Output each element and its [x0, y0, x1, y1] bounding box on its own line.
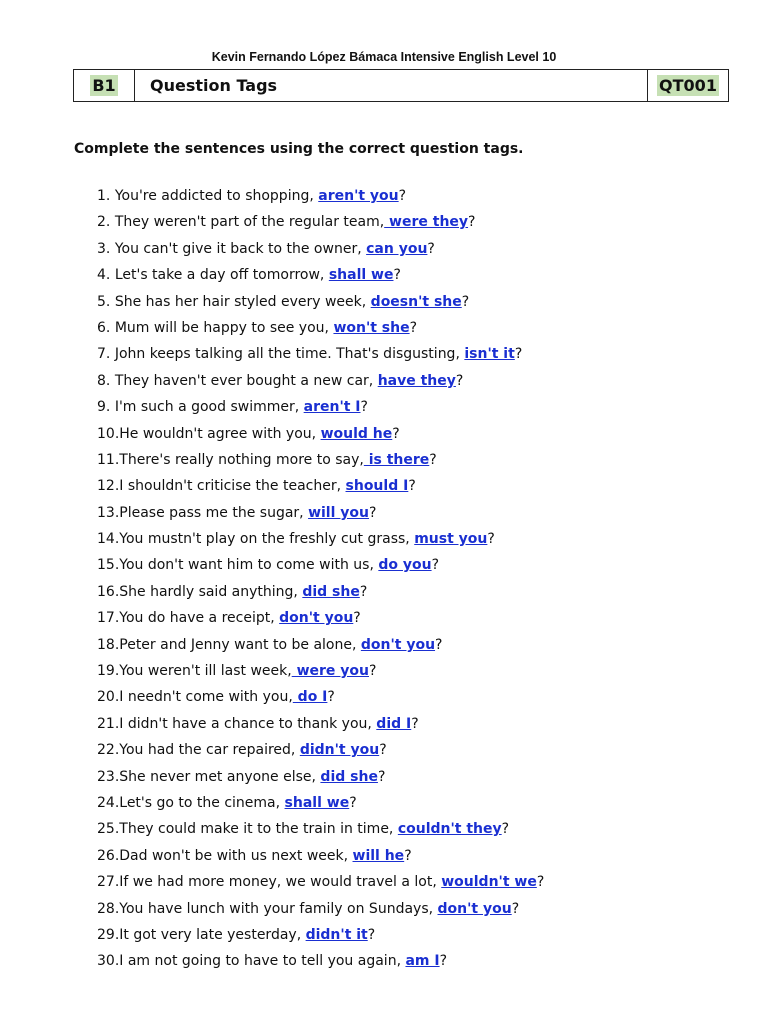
answer-tag: shall we: [284, 794, 350, 811]
question-mark: ?: [427, 240, 435, 257]
question-number: 29.: [97, 926, 120, 943]
question-number: 26.: [97, 847, 120, 864]
question-number: 16.: [97, 583, 120, 600]
answer-tag: do I: [292, 689, 328, 706]
question-number: 23.: [97, 768, 120, 785]
level-badge: B1: [92, 76, 116, 95]
question-list: [97, 185, 737, 977]
question-mark: ?: [431, 557, 440, 574]
question-text: Mum will be happy to see you,: [114, 319, 334, 336]
question-text: It got very late yesterday,: [119, 926, 306, 943]
question-mark: ?: [327, 689, 335, 706]
question-number: 8.: [97, 372, 115, 389]
author-line: Kevin Fernando López Bámaca Intensive English Level 10: [211, 50, 557, 64]
question-text: You have lunch with your family on Sundays,: [119, 900, 438, 917]
answer-tag: will you: [308, 504, 369, 521]
answer-tag: aren't you: [318, 188, 399, 204]
question-number: 13.: [97, 504, 120, 521]
question-text: I shouldn't criticise the teacher,: [119, 478, 346, 495]
question-item: [97, 317, 737, 343]
worksheet-header: [73, 69, 729, 102]
answer-tag: don't you: [437, 900, 512, 917]
question-mark: ?: [461, 293, 470, 310]
answer-tag: did she: [302, 583, 360, 600]
question-mark: ?: [392, 425, 400, 442]
answer-tag: aren't I: [303, 399, 361, 416]
question-item: [97, 634, 737, 660]
answer-tag: will he: [352, 847, 405, 864]
question-number: 25.: [97, 821, 120, 838]
answer-tag: isn't it: [464, 346, 515, 363]
instructions: Complete the sentences using the correct question tags.: [74, 141, 524, 157]
question-number: 9.: [97, 399, 115, 416]
question-item: [97, 686, 737, 712]
question-mark: ?: [360, 399, 368, 416]
question-text: Please pass me the sugar,: [119, 504, 309, 521]
question-mark: ?: [455, 372, 464, 389]
question-number: 4.: [97, 267, 115, 284]
question-mark: ?: [511, 900, 520, 917]
question-text: They haven't ever bought a new car,: [114, 372, 378, 389]
question-number: 22.: [97, 742, 120, 759]
question-mark: ?: [404, 847, 412, 864]
question-text: Let's go to the cinema,: [119, 794, 285, 811]
question-number: 24.: [97, 794, 120, 811]
title-cell: [135, 70, 648, 101]
question-mark: ?: [369, 504, 377, 521]
question-mark: ?: [367, 926, 376, 943]
question-item: [97, 370, 737, 396]
question-number: 7.: [97, 346, 115, 363]
answer-tag: don't you: [279, 610, 354, 627]
question-text: Let's take a day off tomorrow,: [114, 267, 329, 284]
question-mark: ?: [429, 451, 437, 468]
question-mark: ?: [369, 663, 377, 680]
code-cell: [648, 70, 728, 101]
question-mark: ?: [379, 742, 387, 759]
question-mark: ?: [353, 610, 361, 627]
question-item: [97, 238, 737, 264]
question-item: [97, 607, 737, 633]
answer-tag: didn't it: [305, 926, 368, 943]
answer-tag: don't you: [360, 636, 436, 653]
answer-tag: must you: [414, 531, 488, 548]
question-text: You mustn't play on the freshly cut grass,: [119, 531, 415, 548]
question-number: 6.: [97, 319, 115, 336]
question-mark: ?: [514, 346, 523, 363]
question-text: There's really nothing more to say,: [119, 451, 364, 468]
answer-tag: did I: [376, 715, 412, 732]
question-item: [97, 581, 737, 607]
question-number: 1.: [97, 188, 115, 204]
question-text: I'm such a good swimmer,: [114, 399, 304, 416]
question-text: She never met anyone else,: [119, 768, 321, 785]
question-mark: ?: [468, 214, 476, 231]
question-number: 19.: [97, 663, 120, 680]
question-item: [97, 871, 737, 897]
question-item: [97, 396, 737, 422]
question-item: [97, 739, 737, 765]
answer-tag: am I: [405, 953, 440, 970]
question-mark: ?: [435, 636, 443, 653]
question-mark: ?: [398, 188, 407, 204]
question-text: I am not going to have to tell you again,: [119, 953, 406, 970]
question-text: Dad won't be with us next week,: [119, 847, 353, 864]
question-number: 18.: [97, 636, 120, 653]
question-text: You had the car repaired,: [119, 742, 300, 759]
question-item: [97, 792, 737, 818]
question-number: 12.: [97, 478, 120, 495]
level-cell: [74, 70, 135, 101]
answer-tag: do you: [378, 557, 432, 574]
answer-tag: should I: [345, 478, 409, 495]
question-text: You can't give it back to the owner,: [114, 240, 367, 257]
answer-tag: would he: [320, 425, 393, 442]
answer-tag: doesn't she: [370, 293, 462, 310]
question-number: 11.: [97, 451, 120, 468]
question-item: [97, 291, 737, 317]
question-mark: ?: [359, 583, 368, 600]
question-item: [97, 713, 737, 739]
question-text: She has her hair styled every week,: [114, 293, 371, 310]
question-text: I didn't have a chance to thank you,: [119, 715, 377, 732]
question-mark: ?: [536, 874, 545, 891]
question-text: She hardly said anything,: [119, 583, 303, 600]
answer-tag: were they: [384, 214, 469, 231]
worksheet-code: QT001: [659, 76, 717, 95]
question-text: John keeps talking all the time. That's disgusting,: [114, 346, 465, 363]
question-item: [97, 660, 737, 686]
question-text: Peter and Jenny want to be alone,: [119, 636, 361, 653]
question-number: 14.: [97, 531, 120, 548]
question-number: 2.: [97, 214, 115, 231]
question-number: 28.: [97, 900, 120, 917]
question-item: [97, 950, 737, 976]
question-item: [97, 185, 737, 211]
answer-tag: is there: [363, 451, 430, 468]
question-number: 5.: [97, 293, 115, 310]
question-mark: ?: [487, 531, 495, 548]
question-mark: ?: [408, 478, 416, 495]
question-number: 21.: [97, 715, 120, 732]
answer-tag: have they: [377, 372, 456, 389]
answer-tag: shall we: [328, 267, 394, 284]
question-number: 27.: [97, 874, 120, 891]
worksheet-title: Question Tags: [150, 76, 278, 95]
question-item: [97, 845, 737, 871]
question-number: 20.: [97, 689, 120, 706]
answer-tag: can you: [366, 240, 428, 257]
question-mark: ?: [439, 953, 448, 970]
question-text: He wouldn't agree with you,: [119, 425, 321, 442]
answer-tag: won't she: [333, 319, 410, 336]
answer-tag: did she: [320, 768, 378, 785]
answer-tag: couldn't they: [397, 821, 502, 838]
question-number: 10.: [97, 425, 120, 442]
question-item: [97, 343, 737, 369]
question-mark: ?: [501, 821, 510, 838]
question-text: I needn't come with you,: [119, 689, 293, 706]
question-text: If we had more money, we would travel a lot,: [119, 874, 442, 891]
question-item: [97, 528, 737, 554]
question-item: [97, 264, 737, 290]
question-text: You weren't ill last week,: [119, 663, 292, 680]
question-item: [97, 475, 737, 501]
question-item: [97, 449, 737, 475]
question-number: 17.: [97, 610, 120, 627]
answer-tag: wouldn't we: [441, 874, 537, 891]
question-number: 3.: [97, 240, 115, 257]
question-item: [97, 766, 737, 792]
question-number: 30.: [97, 953, 120, 970]
question-number: 15.: [97, 557, 120, 574]
question-item: [97, 818, 737, 844]
answer-tag: were you: [291, 663, 369, 680]
question-item: [97, 423, 737, 449]
question-text: You do have a receipt,: [119, 610, 280, 627]
question-mark: ?: [393, 267, 401, 284]
question-mark: ?: [409, 319, 418, 336]
question-mark: ?: [411, 715, 419, 732]
question-item: [97, 502, 737, 528]
question-text: They weren't part of the regular team,: [114, 214, 385, 231]
question-mark: ?: [377, 768, 386, 785]
answer-tag: didn't you: [299, 742, 380, 759]
question-item: [97, 924, 737, 950]
question-item: [97, 898, 737, 924]
question-text: You don't want him to come with us,: [119, 557, 379, 574]
question-text: You're addicted to shopping,: [114, 188, 319, 204]
question-text: They could make it to the train in time,: [119, 821, 398, 838]
question-mark: ?: [349, 794, 357, 811]
question-item: [97, 554, 737, 580]
question-item: [97, 211, 737, 237]
